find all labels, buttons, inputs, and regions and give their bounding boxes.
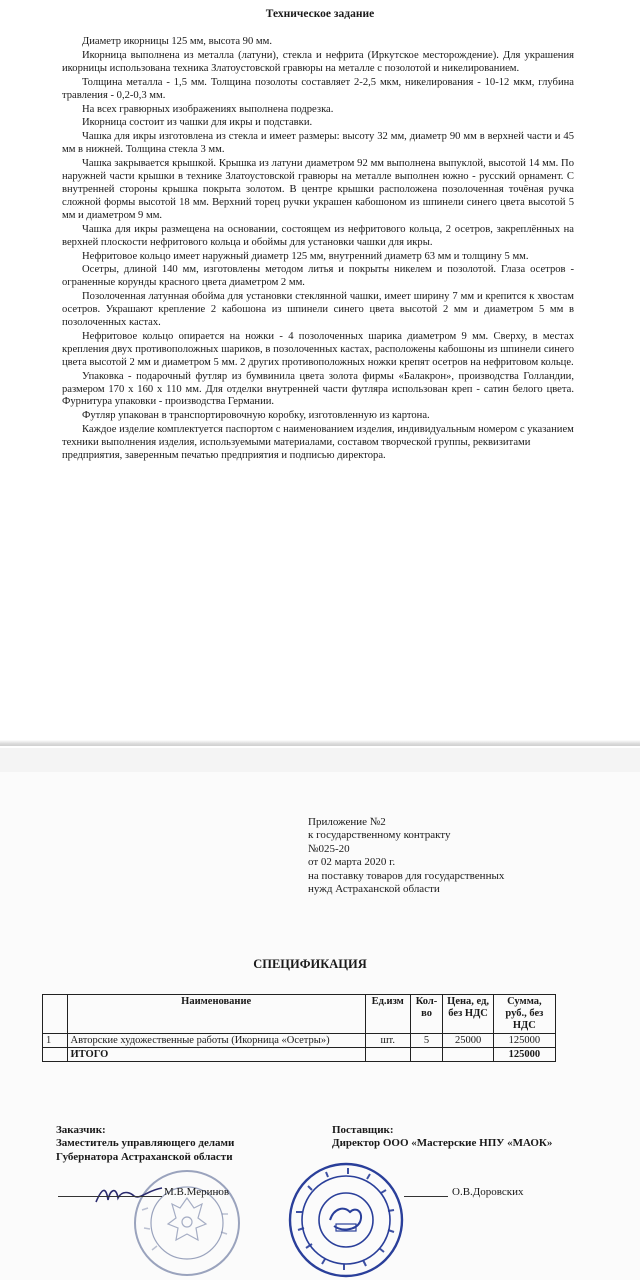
- cell-empty: [410, 1048, 443, 1062]
- cell-empty: [443, 1048, 493, 1062]
- customer-label: Заказчик:: [56, 1124, 106, 1136]
- table-header-row: [43, 995, 556, 1034]
- paragraph: Нефритовое кольцо имеет наружный диаметр 125 мм, внутренний диаметр 63 мм и толщину 5 мм.: [82, 250, 529, 262]
- paragraph: Чашка закрывается крышкой. Крышка из латуни диаметром 92 мм выполнена выпуклой, высотой 14 мм. По наружней части крышки в технике Златоустовской гравюры на металле выполнен южно - русский орнамент. С внутренней стороны крышка покрыта золотом. В центре крышки расположена позолоченная точёная ручка сложной формы высотой 18 мм. Верхний торец ручки украшен кабошоном из шпинели синего цвета высотой 5 мм и диаметром 9 мм.: [62, 158, 574, 221]
- paragraph: Нефритовое кольцо опирается на ножки - 4 позолоченных шарика диаметром 9 мм. Сверху, в местах крепления двух противоположных шариков, в позолоченных кастах, расположены кабошоны из шпинели синего цвета высотой 2 мм и диаметром 5 мм. 2 других противоположных ножки крепят осетров на нефритовом кольце.: [62, 330, 574, 368]
- spec-body: [62, 36, 574, 464]
- col-unit-header: Ед.изм: [365, 995, 410, 1034]
- appendix-line: №025-20: [308, 842, 350, 855]
- cell-price: 25000: [443, 1034, 493, 1048]
- supplier-signatory: О.В.Доровских: [452, 1186, 524, 1198]
- page-title: Техническое задание: [265, 8, 375, 20]
- appendix-line: Приложение №2: [308, 816, 386, 828]
- supplier-label: Поставщик:: [332, 1124, 394, 1136]
- customer-signature-line: [58, 1196, 162, 1197]
- paragraph: На всех гравюрных изображениях выполнена подрезка.: [82, 103, 334, 115]
- supplier-role: Директор ООО «Мастерские НПУ «МАОК»: [332, 1137, 553, 1150]
- paragraph: Диаметр икорницы 125 мм, высота 90 мм.: [82, 36, 272, 47]
- customer-signatory: М.В.Меринов: [164, 1186, 230, 1198]
- cell-sum: 125000: [493, 1034, 555, 1048]
- appendix-line: к государственному контракту: [308, 829, 451, 842]
- page-gap: [0, 748, 640, 772]
- supplier-block: [332, 1124, 552, 1151]
- cell-empty: [43, 1048, 68, 1062]
- table-row: [43, 1034, 556, 1048]
- paragraph: Футляр упакован в транспортировочную коробку, изготовленную из картона.: [82, 410, 430, 422]
- total-sum: 125000: [493, 1048, 555, 1062]
- cell-qty: 5: [410, 1034, 443, 1048]
- paragraph: Чашка для икры размещена на основании, состоящем из нефритового кольца, 2 осетров, закреплённых на верхней плоскости нефритового кольца и обоймы для установки чашки для икры.: [62, 223, 574, 248]
- customer-signature: [92, 1180, 172, 1210]
- paragraph: Позолоченная латунная обойма для установки стеклянной чашки, имеет ширину 7 мм и крепится к хвостам осетров. Украшают крепление 2 кабошона из шпинели синего цвета высотой 2 мм и диаметром 5 мм в позолоченных кастах.: [62, 291, 574, 329]
- paragraph: Осетры, длиной 140 мм, изготовлены методом литья и покрыты никелем и позолотой. Глаза осетров - ограненные корунды красного цвета диаметром 2 мм.: [62, 264, 574, 289]
- cell-name: Авторские художественные работы (Икорница «Осетры»): [67, 1034, 365, 1048]
- supplier-signature-line: [404, 1196, 448, 1197]
- customer-block: [56, 1124, 234, 1164]
- cell-unit: шт.: [365, 1034, 410, 1048]
- col-num-header: [43, 995, 68, 1034]
- spec-table: [42, 994, 556, 1062]
- col-price-header: Цена, ед, без НДС: [443, 995, 493, 1034]
- paragraph: Упаковка - подарочный футляр из бумвинила цвета золота фирмы «Балакрон», производства Голландии, размером 170 x 160 x 110 мм. Для отделки внутренней части футляра использован креп - сатин белого цвета. Фурнитура упаковки - производства Германии.: [62, 370, 574, 408]
- col-qty-header: Кол-во: [410, 995, 443, 1034]
- supplier-seal-stamp: [286, 1160, 406, 1280]
- cell-empty: [365, 1048, 410, 1062]
- paragraph: Икорница выполнена из металла (латуни), стекла и нефрита (Иркутское месторождение). Для украшения икорницы использована техника Златоустовской гравюры на металле с позолотой и никелированием.: [62, 49, 574, 74]
- paragraph: Толщина металла - 1,5 мм. Толщина позолоты составляет 2-2,5 мкм, никелирования - 10-12 мкм, глубина травления - 0,2-0,3 мм.: [62, 76, 574, 101]
- paragraph: Икорница состоит из чашки для икры и подставки.: [82, 117, 313, 129]
- customer-role: Губернатора Астраханской области: [56, 1150, 233, 1163]
- col-sum-header: Сумма, руб., без НДС: [493, 995, 555, 1034]
- col-name-header: Наименование: [67, 995, 365, 1034]
- page-specification: [0, 772, 640, 1280]
- paragraph: Чашка для икры изготовлена из стекла и имеет размеры: высоту 32 мм, диаметр 90 мм в верхней части и 45 мм в нижней. Толщина стекла 3 мм.: [62, 131, 574, 156]
- scan-edge: [0, 740, 640, 746]
- customer-role: Заместитель управляющего делами: [56, 1137, 235, 1150]
- appendix-line: на поставку товаров для государственных: [308, 869, 505, 882]
- table-total-row: [43, 1048, 556, 1062]
- spec-title: СПЕЦИФИКАЦИЯ: [253, 957, 367, 971]
- paragraph: Каждое изделие комплектуется паспортом с наименованием изделия, индивидуальным номером с указанием техники выполнения изделия, используемыми материалами, составом творческой группы, реквизитами предприятия, заверенным печатью предприятия и подписью директора.: [62, 424, 574, 462]
- total-label: ИТОГО: [67, 1048, 365, 1062]
- appendix-line: нужд Астраханской области: [308, 883, 440, 896]
- appendix-line: от 02 марта 2020 г.: [308, 856, 396, 869]
- appendix-header: [308, 816, 608, 896]
- cell-num: 1: [43, 1034, 68, 1048]
